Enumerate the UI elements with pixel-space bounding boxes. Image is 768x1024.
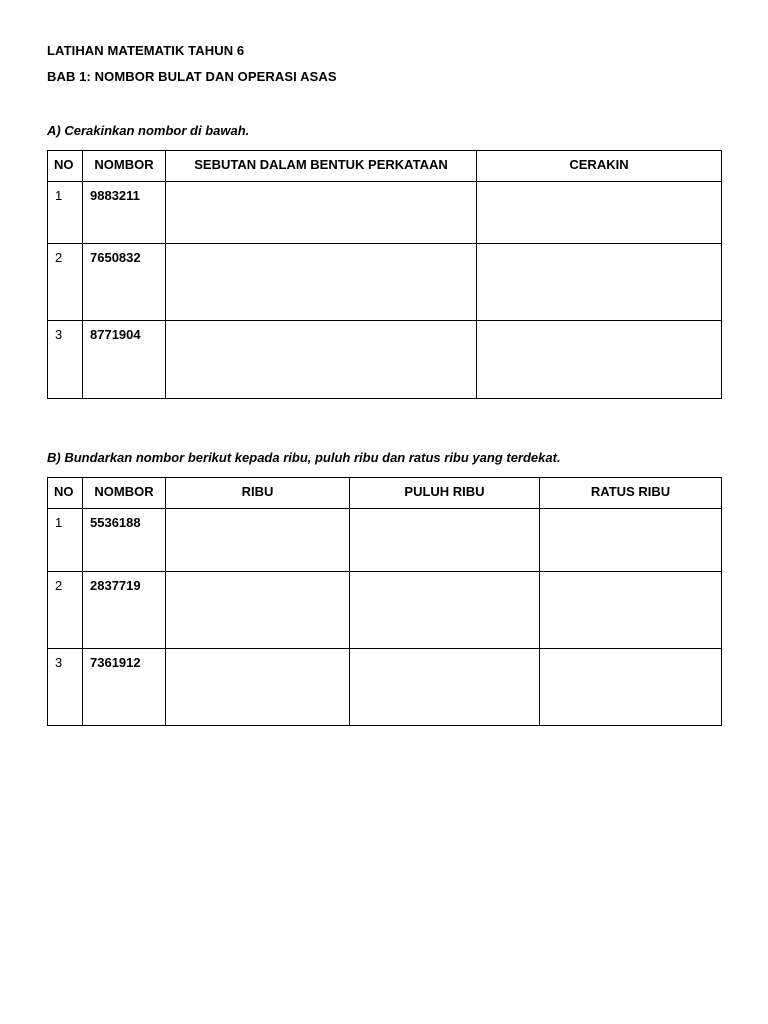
answer-cell-ribu[interactable] bbox=[166, 509, 350, 572]
row-number: 3 bbox=[48, 321, 83, 399]
answer-cell-sebutan[interactable] bbox=[166, 244, 477, 321]
column-header-sebutan: SEBUTAN DALAM BENTUK PERKATAAN bbox=[166, 151, 477, 182]
answer-cell-puluh-ribu[interactable] bbox=[350, 572, 540, 649]
answer-cell-ratus-ribu[interactable] bbox=[540, 509, 722, 572]
answer-cell-ratus-ribu[interactable] bbox=[540, 649, 722, 726]
answer-cell-cerakin[interactable] bbox=[477, 321, 722, 399]
answer-cell-puluh-ribu[interactable] bbox=[350, 649, 540, 726]
table-row bbox=[48, 572, 722, 649]
table-header-row bbox=[48, 151, 722, 182]
section-b-table bbox=[47, 477, 722, 726]
table-row bbox=[48, 649, 722, 726]
column-header-no: NO bbox=[48, 478, 83, 509]
table-row bbox=[48, 509, 722, 572]
row-value: 9883211 bbox=[83, 182, 166, 244]
column-header-cerakin: CERAKIN bbox=[477, 151, 722, 182]
row-number: 2 bbox=[48, 572, 83, 649]
column-header-ribu: RIBU bbox=[166, 478, 350, 509]
row-number: 3 bbox=[48, 649, 83, 726]
row-value: 7361912 bbox=[83, 649, 166, 726]
answer-cell-ribu[interactable] bbox=[166, 572, 350, 649]
row-value: 2837719 bbox=[83, 572, 166, 649]
section-a-instruction: A) Cerakinkan nombor di bawah. bbox=[47, 123, 250, 138]
section-b-instruction: B) Bundarkan nombor berikut kepada ribu, puluh ribu dan ratus ribu yang terdekat. bbox=[47, 450, 561, 465]
row-number: 2 bbox=[48, 244, 83, 321]
row-number: 1 bbox=[48, 182, 83, 244]
answer-cell-cerakin[interactable] bbox=[477, 244, 722, 321]
column-header-nombor: NOMBOR bbox=[83, 478, 166, 509]
table-row bbox=[48, 244, 722, 321]
row-value: 8771904 bbox=[83, 321, 166, 399]
answer-cell-sebutan[interactable] bbox=[166, 182, 477, 244]
table-row bbox=[48, 182, 722, 244]
row-value: 7650832 bbox=[83, 244, 166, 321]
column-header-nombor: NOMBOR bbox=[83, 151, 166, 182]
answer-cell-puluh-ribu[interactable] bbox=[350, 509, 540, 572]
column-header-no: NO bbox=[48, 151, 83, 182]
table-header-row bbox=[48, 478, 722, 509]
section-a-table bbox=[47, 150, 722, 399]
row-value: 5536188 bbox=[83, 509, 166, 572]
table-row bbox=[48, 321, 722, 399]
answer-cell-ratus-ribu[interactable] bbox=[540, 572, 722, 649]
worksheet-title: LATIHAN MATEMATIK TAHUN 6 bbox=[47, 43, 245, 58]
chapter-title: BAB 1: NOMBOR BULAT DAN OPERASI ASAS bbox=[47, 69, 337, 84]
row-number: 1 bbox=[48, 509, 83, 572]
column-header-puluh-ribu: PULUH RIBU bbox=[350, 478, 540, 509]
column-header-ratus-ribu: RATUS RIBU bbox=[540, 478, 722, 509]
answer-cell-sebutan[interactable] bbox=[166, 321, 477, 399]
answer-cell-cerakin[interactable] bbox=[477, 182, 722, 244]
answer-cell-ribu[interactable] bbox=[166, 649, 350, 726]
